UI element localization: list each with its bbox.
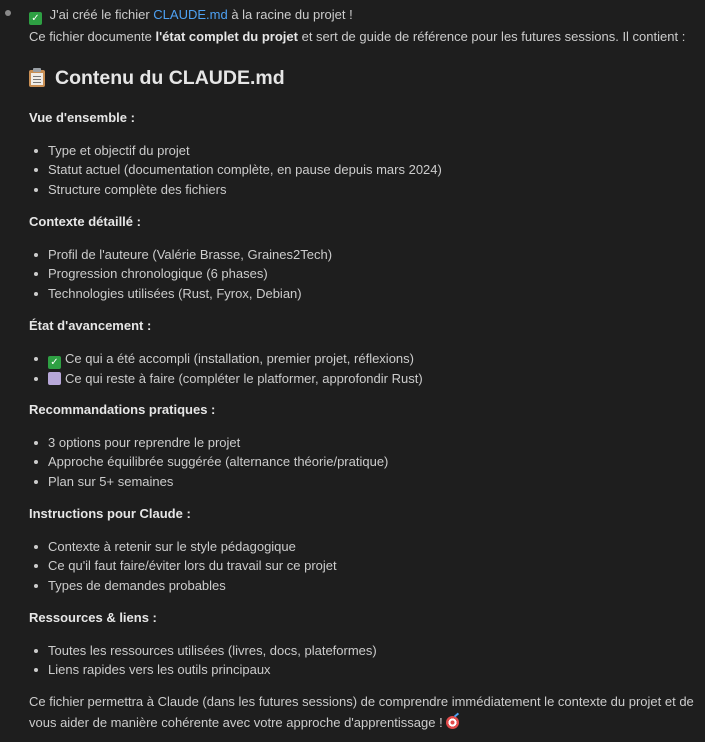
- section-instructions: [29, 504, 699, 595]
- header-line-1: [29, 5, 353, 25]
- section-title: Ressources & liens :: [29, 610, 157, 625]
- section-title: Vue d'ensemble :: [29, 110, 135, 125]
- section-overview: [29, 108, 699, 199]
- list-item: Type et objectif du projet: [29, 141, 699, 161]
- list-item: Structure complète des fichiers: [29, 180, 699, 200]
- list-item: Profil de l'auteure (Valérie Brasse, Graines2Tech): [29, 245, 699, 265]
- section-context: [29, 212, 699, 303]
- footer-line-2-text: vous aider de manière cohérente avec votre approche d'apprentissage !: [29, 714, 443, 730]
- line2-bold: l'état complet du projet: [155, 29, 298, 44]
- list-item: Contexte à retenir sur le style pédagogique: [29, 537, 699, 557]
- list-item: Liens rapides vers les outils principaux: [29, 660, 699, 680]
- list-item-text: Ce qui a été accompli (installation, premier projet, réflexions): [65, 350, 414, 366]
- footer-line-1: Ce fichier permettra à Claude (dans les futures sessions) de comprendre immédiatement le contexte du projet et de: [29, 694, 694, 709]
- section-title: Instructions pour Claude :: [29, 506, 191, 521]
- list-item: [29, 369, 699, 389]
- message-bullet-dot: [5, 10, 11, 16]
- footer-line-2: [29, 713, 699, 733]
- claude-md-link[interactable]: CLAUDE.md: [153, 7, 228, 22]
- header-text-before: J'ai créé le fichier: [49, 7, 150, 22]
- section-title: État d'avancement :: [29, 318, 152, 333]
- list-item: 3 options pour reprendre le projet: [29, 433, 699, 453]
- list-item: Approche équilibrée suggérée (alternance théorie/pratique): [29, 452, 699, 472]
- line2-before: Ce fichier documente: [29, 29, 152, 44]
- check-mark-icon: ✓: [48, 356, 61, 369]
- list-item: Toutes les ressources utilisées (livres, docs, plateformes): [29, 641, 699, 661]
- list-item: Progression chronologique (6 phases): [29, 264, 699, 284]
- check-mark-icon: ✓: [29, 12, 42, 25]
- closing-paragraph: [29, 692, 699, 732]
- list-item: Types de demandes probables: [29, 576, 699, 596]
- section-title: Contexte détaillé :: [29, 214, 141, 229]
- list-item-text: Ce qui reste à faire (compléter le platformer, approfondir Rust): [65, 370, 423, 386]
- line2-after: et sert de guide de référence pour les futures sessions. Il contient :: [301, 29, 686, 44]
- heading-text: Contenu du CLAUDE.md: [55, 67, 285, 89]
- list-item: [29, 349, 699, 369]
- list-item: Plan sur 5+ semaines: [29, 472, 699, 492]
- list-item: Statut actuel (documentation complète, en pause depuis mars 2024): [29, 160, 699, 180]
- list-item: Ce qu'il faut faire/éviter lors du travail sur ce projet: [29, 556, 699, 576]
- clipboard-icon: [29, 68, 45, 87]
- content-heading: [29, 65, 285, 91]
- section-resources: [29, 608, 699, 680]
- header-line-2: [29, 27, 685, 47]
- target-emoji-icon: [446, 716, 459, 729]
- empty-checkbox-icon: [48, 372, 61, 385]
- section-title: Recommandations pratiques :: [29, 402, 216, 417]
- list-item: Technologies utilisées (Rust, Fyrox, Debian): [29, 284, 699, 304]
- header-text-after: à la racine du projet !: [231, 7, 353, 22]
- section-recommendations: [29, 400, 699, 491]
- section-progress: [29, 316, 699, 388]
